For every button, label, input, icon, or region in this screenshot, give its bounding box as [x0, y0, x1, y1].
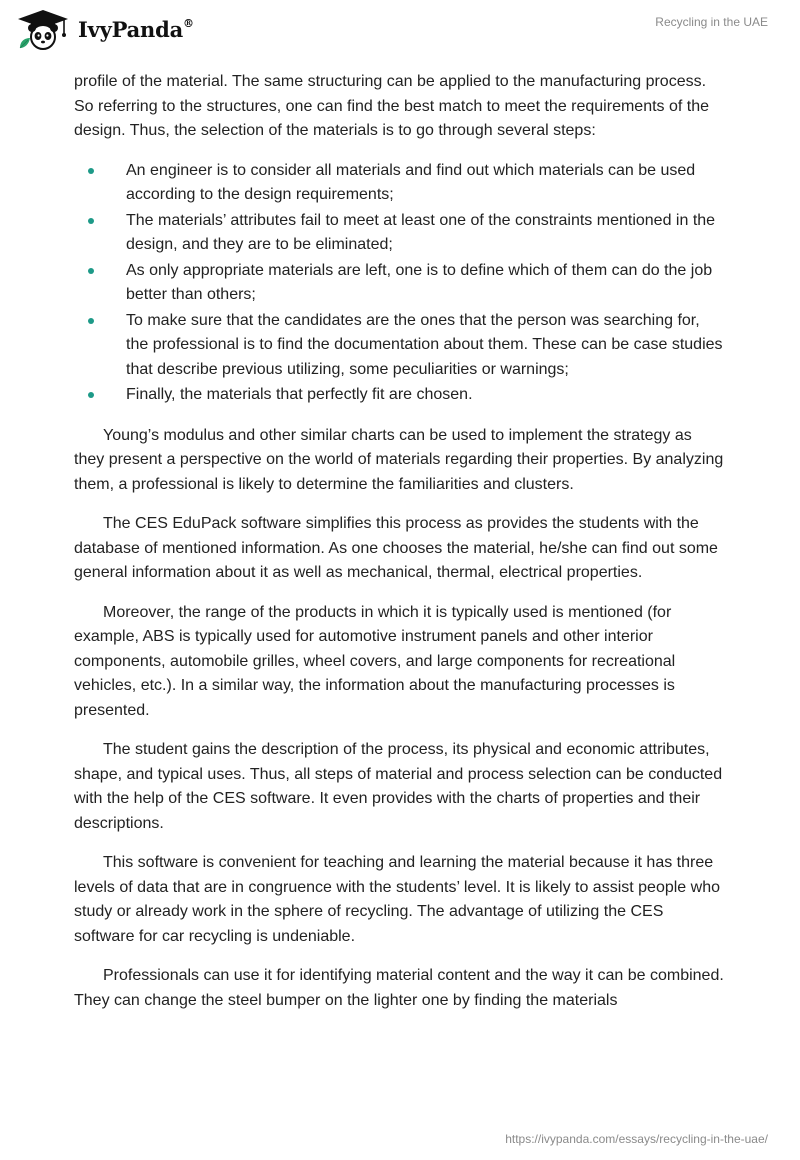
- bullet-icon: [88, 392, 94, 398]
- paragraph: Young’s modulus and other similar charts can be used to implement the strategy as they present a perspective on the world of materials regarding their properties. By analyzing them, a professional is likely to determine the familiarities and clusters.: [74, 426, 724, 493]
- paragraph: Moreover, the range of the products in which it is typically used is mentioned (for example, ABS is typically used for automotive instrument panels and other interior components, automobile grilles, wheel covers, and large components for recreational vehicles, etc.). In a similar way, the information about the manufacturing processes is presented.: [74, 603, 676, 719]
- list-item: As only appropriate materials are left, one is to define which of them can do the job better than others;: [126, 259, 726, 308]
- paragraph: This software is convenient for teaching and learning the material because it has three levels of data that are in congruence with the students’ level. It is likely to assist people who study or already work in the sphere of recycling. The advantage of utilizing the CES software for car recycling is undeniable.: [74, 854, 720, 945]
- bullet-icon: [88, 318, 94, 324]
- bullet-icon: [88, 218, 94, 224]
- paragraph: The student gains the description of the process, its physical and economic attributes, shape, and typical uses. Thus, all steps of material and process selection can be conducted with the help of the CES software. It even provides with the charts of properties and their descriptions.: [74, 741, 723, 832]
- list-item: An engineer is to consider all materials and find out which materials can be used according to the design requirements;: [126, 159, 726, 208]
- paragraph: Professionals can use it for identifying material content and the way it can be combined. They can change the steel bumper on the lighter one by finding the materials: [74, 967, 724, 1009]
- essay-body: [74, 70, 726, 1028]
- page-header: [0, 0, 800, 66]
- list-item: The materials’ attributes fail to meet at least one of the constraints mentioned in the design, and they are to be eliminated;: [126, 209, 726, 258]
- panda-graduate-icon: [14, 8, 72, 50]
- selection-steps-list: [74, 159, 726, 408]
- ivypanda-logo-link[interactable]: [14, 8, 194, 50]
- footer-source-link[interactable]: https://ivypanda.com/essays/recycling-in-the-uae/: [505, 1132, 768, 1146]
- bullet-icon: [88, 268, 94, 274]
- list-item: To make sure that the candidates are the ones that the person was searching for, the professional is to find the documentation about them. These can be case studies that describe previous utilizing, some peculiarities or warnings;: [126, 309, 726, 383]
- list-item: Finally, the materials that perfectly fit are chosen.: [126, 383, 726, 408]
- intro-paragraph: profile of the material. The same structuring can be applied to the manufacturing process. So referring to the structures, one can find the best match to meet the requirements of the design. Thus, the selection of the materials is to go through several steps:: [74, 73, 710, 139]
- running-title: Recycling in the UAE: [655, 15, 768, 29]
- brand-name: IvyPanda®: [78, 16, 194, 42]
- bullet-icon: [88, 168, 94, 174]
- paragraph: The CES EduPack software simplifies this process as provides the students with the database of mentioned information. As one chooses the material, he/she can find out some general information about it as well as mechanical, thermal, electrical properties.: [74, 515, 718, 581]
